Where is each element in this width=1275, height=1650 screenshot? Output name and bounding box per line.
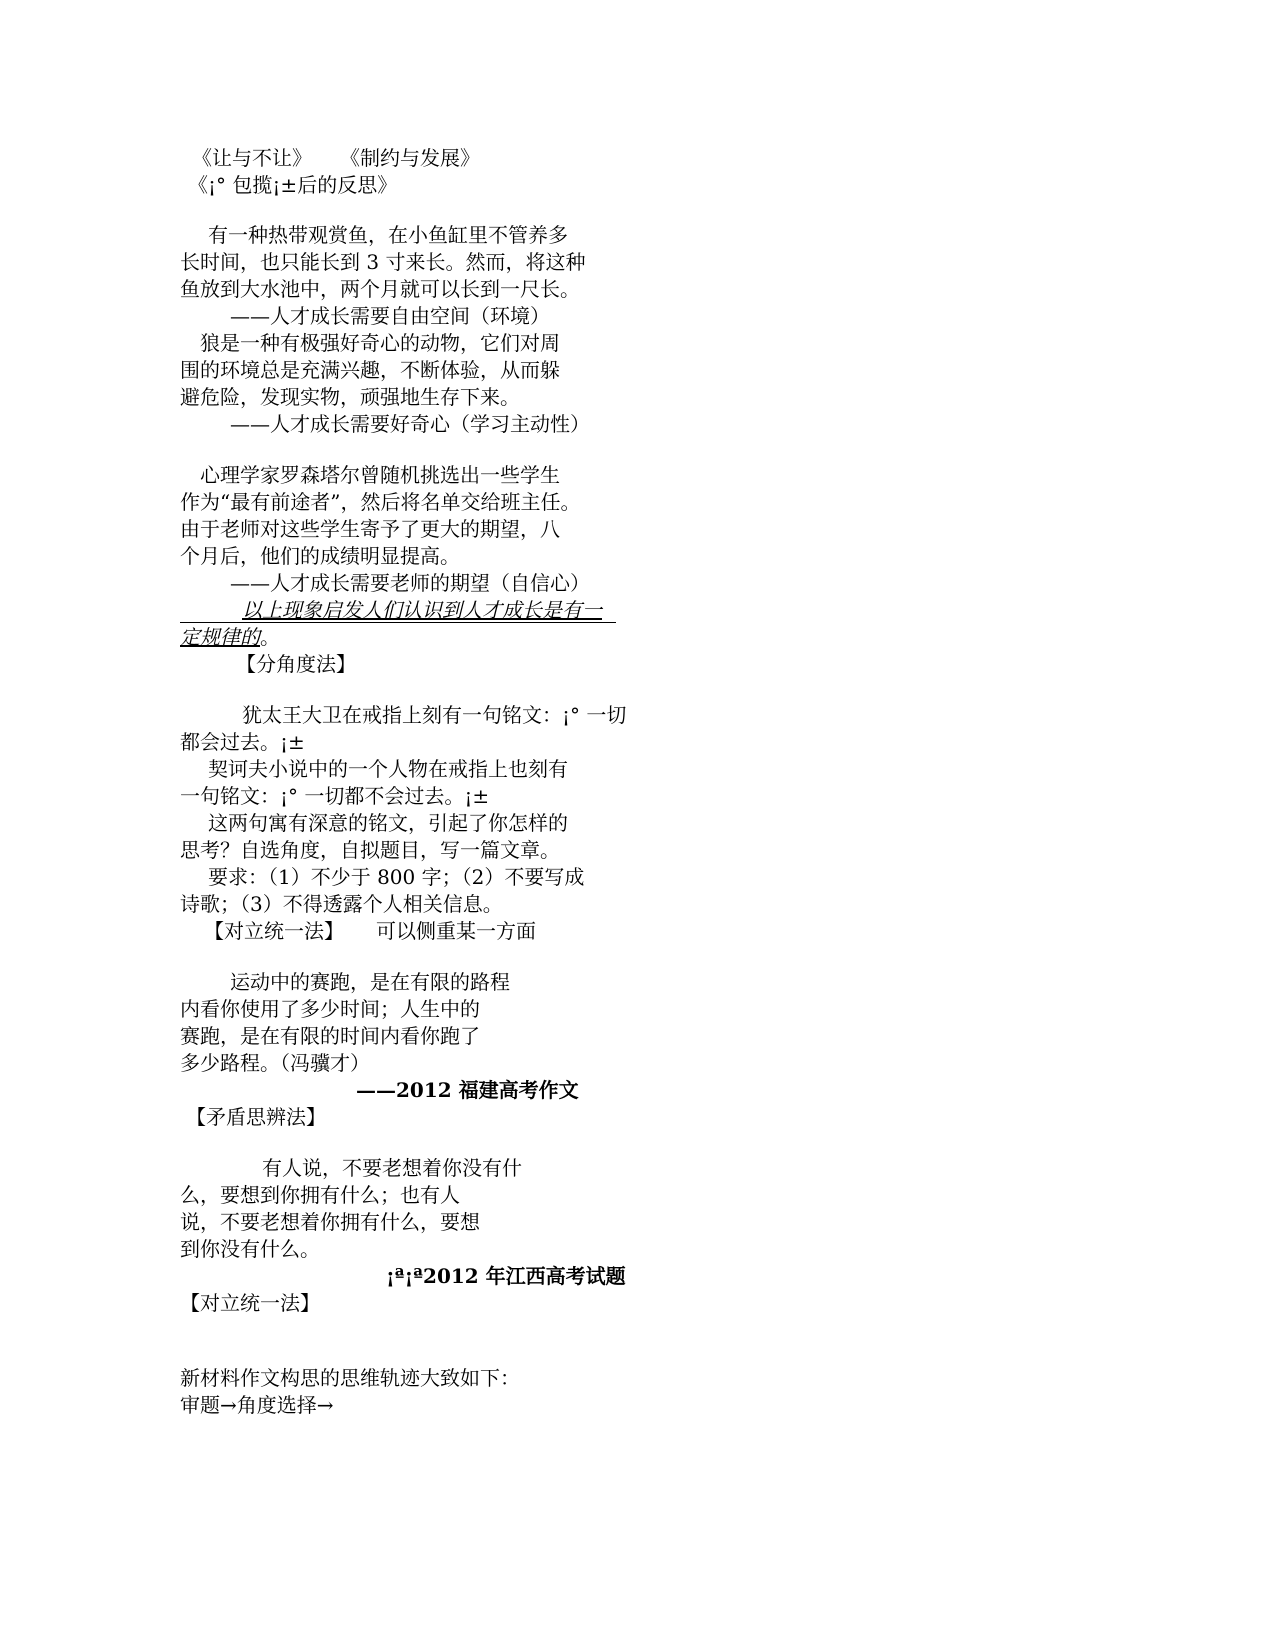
method-label: 【对立统一法】: [180, 1291, 320, 1315]
conclusion-line: [180, 624, 280, 650]
conclusion-period: 。: [260, 625, 280, 649]
summary-line: 新材料作文构思的思维轨迹大致如下：: [180, 1366, 520, 1390]
method-label: 【分角度法】: [236, 652, 356, 676]
paragraph-line: 围的环境总是充满兴趣，不断体验，从而躲: [180, 358, 560, 382]
paragraph-line: 避危险，发现实物，顽强地生存下来。: [180, 385, 520, 409]
paragraph-line: 长时间，也只能长到 3 寸来长。然而，将这种: [180, 250, 586, 274]
conclusion-text: 定规律的: [180, 625, 260, 649]
paragraph-line: 到你没有什么。: [180, 1237, 320, 1261]
summary-line: 审题→角度选择→: [180, 1393, 334, 1417]
paragraph-line: 说，不要老想着你拥有什么，要想: [180, 1210, 480, 1234]
paragraph-line: 运动中的赛跑，是在有限的路程: [230, 970, 510, 994]
method-note: 可以侧重某一方面: [376, 919, 536, 943]
paragraph-line: 一句铭文：¡° 一切都不会过去。¡±: [180, 784, 490, 808]
paragraph-line: 多少路程。（冯骥才）: [180, 1051, 370, 1075]
paragraph-line: 个月后，他们的成绩明显提高。: [180, 544, 460, 568]
method-label: 【对立统一法】: [204, 919, 344, 943]
paragraph-line: 犹太王大卫在戒指上刻有一句铭文：¡° 一切: [242, 703, 627, 727]
paragraph-line: 思考？自选角度，自拟题目，写一篇文章。: [180, 838, 560, 862]
requirements-line: 要求：（1）不少于 800 字；（2）不要写成: [208, 865, 585, 889]
paragraph-line: 都会过去。¡±: [180, 730, 305, 754]
paragraph-line: 这两句寓有深意的铭文，引起了你怎样的: [208, 811, 568, 835]
paragraph-line: 有人说，不要老想着你没有什: [262, 1156, 522, 1180]
paragraph-line: 鱼放到大水池中，两个月就可以长到一尺长。: [180, 277, 580, 301]
paragraph-line: 由于老师对这些学生寄予了更大的期望，八: [180, 517, 560, 541]
paragraph-line: 作为“最有前途者”，然后将名单交给班主任。: [180, 490, 581, 514]
essay-title-1: 《让与不让》: [192, 146, 312, 170]
takeaway-line: ——人才成长需要好奇心（学习主动性）: [230, 412, 590, 436]
conclusion-line: 以上现象启发人们认识到人才成长是有一: [242, 598, 602, 622]
method-label: 【矛盾思辨法】: [186, 1105, 326, 1129]
paragraph-line: 心理学家罗森塔尔曾随机挑选出一些学生: [200, 463, 560, 487]
takeaway-line: ——人才成长需要老师的期望（自信心）: [230, 571, 590, 595]
source-line: ¡ª¡ª2012 年江西高考试题: [386, 1264, 626, 1288]
paragraph-line: 有一种热带观赏鱼，在小鱼缸里不管养多: [208, 223, 568, 247]
paragraph-line: 内看你使用了多少时间；人生中的: [180, 997, 480, 1021]
takeaway-line: ——人才成长需要自由空间（环境）: [230, 304, 550, 328]
source-line: ——2012 福建高考作文: [356, 1078, 579, 1102]
requirements-line: 诗歌；（3）不得透露个人相关信息。: [180, 892, 503, 916]
paragraph-line: 赛跑，是在有限的时间内看你跑了: [180, 1024, 480, 1048]
essay-title-2: 《制约与发展》: [340, 146, 480, 170]
paragraph-line: 契诃夫小说中的一个人物在戒指上也刻有: [208, 757, 568, 781]
paragraph-line: 么，要想到你拥有什么；也有人: [180, 1183, 460, 1207]
paragraph-line: 狼是一种有极强好奇心的动物，它们对周: [200, 331, 560, 355]
essay-title-3: 《¡° 包揽¡±后的反思》: [188, 173, 398, 197]
